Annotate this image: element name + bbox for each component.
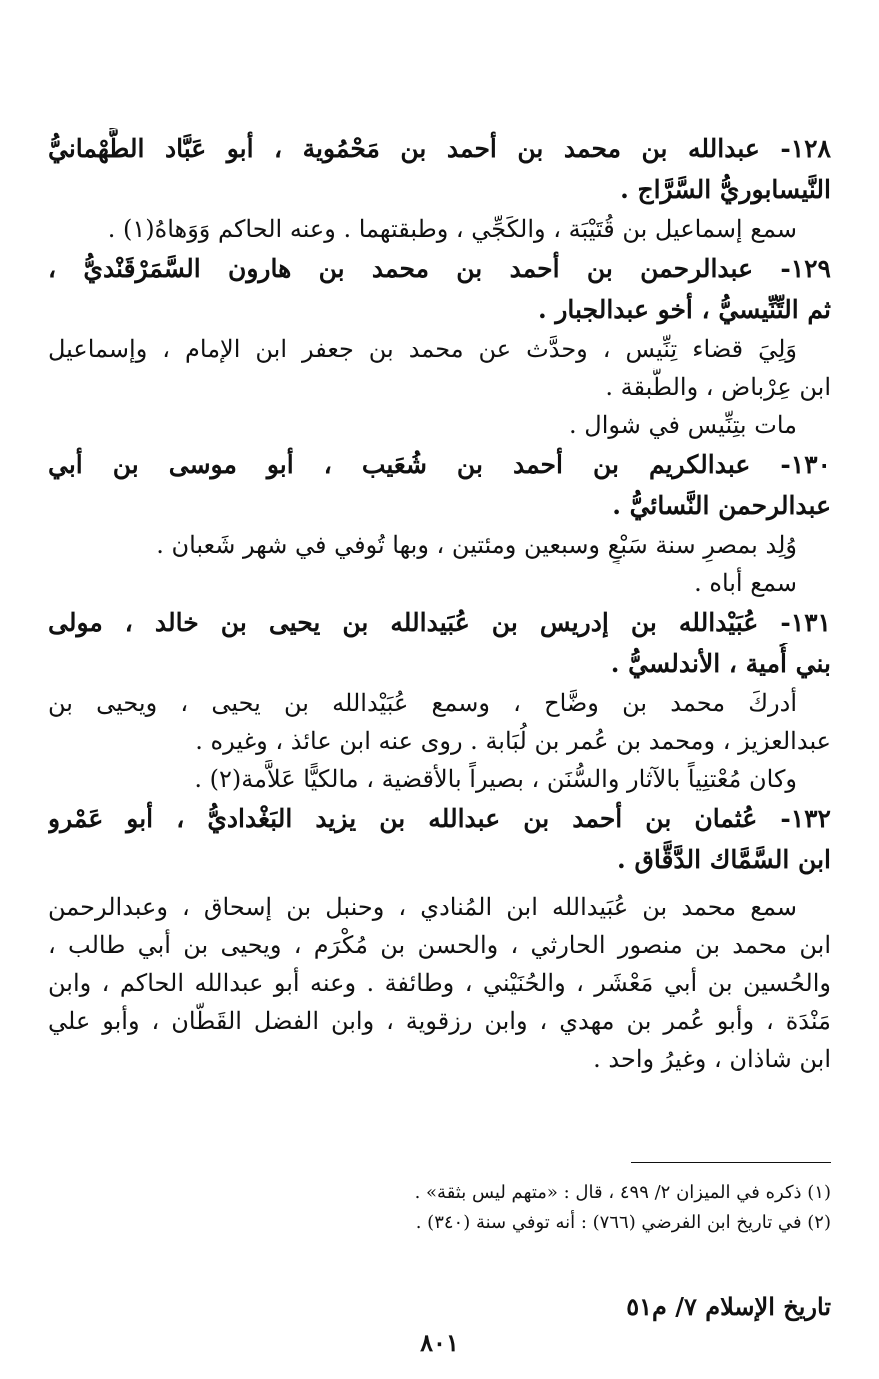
page-number: ٨٠١ (420, 1328, 459, 1357)
entry-heading-line: ١٣١- عُبَيْدالله بن إدريس بن عُبَيدالله بن يحيى بن خالد ، مولى (48, 608, 831, 637)
footnote-1: (١) ذكره في الميزان ٢/ ٤٩٩ ، قال : «متهم ليس بثقة» . (414, 1182, 831, 1203)
entry-heading-line: عبدالرحمن النَّسائيُّ . (612, 491, 831, 520)
entry-heading-line: بني أُمية ، الأندلسيُّ . (610, 649, 831, 678)
entry-heading-line: ثم التِّنِّيسيُّ ، أخو عبدالجبار . (537, 295, 831, 324)
entry-heading-line: النَّيسابوريُّ السَّرَّاج . (620, 175, 831, 204)
body-line: ابن محمد بن منصور الحارثي ، والحسن بن مُكْرَم ، ويحيى بن أبي طالب ، (48, 931, 831, 959)
body-line: سمع محمد بن عُبَيدالله ابن المُنادي ، وحنبل بن إسحاق ، وعبدالرحمن (48, 893, 797, 921)
body-line: وكان مُعْتنِياً بالآثار والسُّنَن ، بصيراً بالأقضية ، مالكيًّا عَلاَّمة(٢) . (194, 765, 797, 793)
body-line: والحُسين بن أبي مَعْشَر ، والحُنَيْني ، وطائفة . وعنه أبو عبدالله الحاكم ، وابن (48, 969, 831, 997)
body-line: ابن شاذان ، وغيرُ واحد . (593, 1045, 831, 1073)
running-head: تاريخ الإسلام ٧/ م٥١ (626, 1292, 831, 1321)
body-text (48, 128, 831, 1078)
body-line: سمع أباه . (694, 569, 797, 597)
body-line: مَنْدَة ، وأبو عُمر بن مهدي ، وابن رزقوية ، وابن الفضل القَطّان ، وأبو علي (48, 1007, 831, 1035)
entry-heading-line: ١٢٩- عبدالرحمن بن أحمد بن محمد بن هارون السَّمَرْقَنْديُّ ، (48, 254, 831, 283)
body-line: سمع إسماعيل بن قُتَيْبَة ، والكَجِّي ، وطبقتهما . وعنه الحاكم وَوَهاهُ(١) . (107, 215, 797, 243)
footnotes (48, 1178, 831, 1238)
entry-heading-line: ١٣٢- عُثمان بن أحمد بن عبدالله بن يزيد البَغْداديُّ ، أبو عَمْرو (48, 804, 831, 833)
paragraph-gap (48, 880, 831, 888)
body-line: وَلِيَ قضاء تِنِّيس ، وحدَّث عن محمد بن جعفر ابن الإمام ، وإسماعيل (48, 335, 797, 363)
footnote-2: (٢) في تاريخ ابن الفرضي (٧٦٦) : أنه توفي سنة (٣٤٠) . (415, 1212, 831, 1233)
body-line: مات بتِنِّيس في شوال . (569, 411, 797, 439)
body-line: وُلِد بمصرِ سنة سَبْعٍ وسبعين ومئتين ، وبها تُوفي في شهر شَعبان . (156, 531, 797, 559)
body-line: ابن عِرْباض ، والطَّبقة . (605, 373, 831, 401)
entry-heading-line: ١٢٨- عبدالله بن محمد بن أحمد بن مَحْمُوية ، أبو عَبَّاد الطَّهْمانيُّ (48, 134, 831, 163)
body-line: عبدالعزيز ، ومحمد بن عُمر بن لُبَابة . روى عنه ابن عائذ ، وغيره . (195, 727, 831, 755)
entry-heading-line: ابن السَّمَّاك الدَّقَّاق . (617, 845, 831, 874)
entry-heading-line: ١٣٠- عبدالكريم بن أحمد بن شُعَيب ، أبو موسى بن أبي (48, 450, 831, 479)
body-line: أدركَ محمد بن وضَّاح ، وسمع عُبَيْدالله بن يحيى ، ويحيى بن (48, 689, 798, 717)
footnote-separator (631, 1162, 831, 1163)
